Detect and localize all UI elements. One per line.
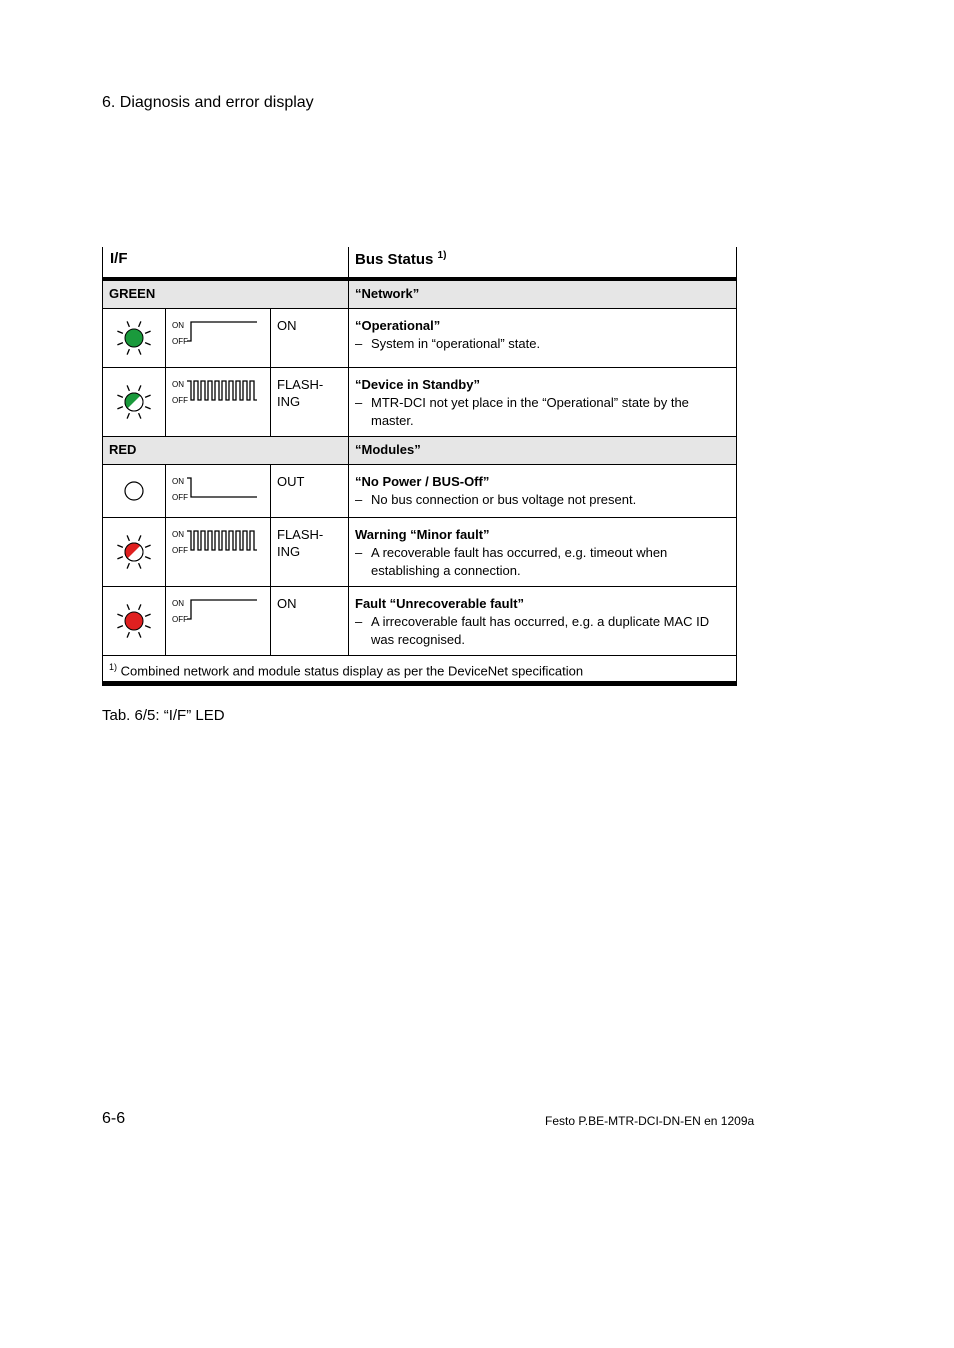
- signal-waveform-icon: [171, 319, 266, 347]
- signal-off-label: OFF: [172, 493, 188, 502]
- signal-waveform-icon: [171, 597, 266, 625]
- status-detail: [355, 394, 730, 430]
- group-status-label: “Network”: [349, 281, 737, 308]
- led-state: ON: [271, 587, 349, 655]
- led-status-table: [102, 247, 737, 686]
- signal-cell: [166, 368, 271, 436]
- status-description: [349, 518, 737, 586]
- signal-on-label: ON: [172, 530, 184, 539]
- footnote-mark: 1): [109, 662, 118, 672]
- led-green-on-icon: [114, 318, 154, 358]
- led-cell: [102, 518, 166, 586]
- led-state: FLASH- ING: [271, 368, 349, 436]
- status-description: [349, 587, 737, 655]
- signal-off-label: OFF: [172, 615, 188, 624]
- col-header-if: I/F: [102, 247, 349, 277]
- dash-bullet: –: [355, 545, 363, 560]
- table-header-row: [102, 247, 737, 281]
- led-green-flashing-icon: [114, 382, 154, 422]
- status-title: “Device in Standby”: [355, 377, 480, 392]
- signal-on-label: ON: [172, 599, 184, 608]
- table-body: [102, 281, 737, 656]
- status-detail: [355, 544, 730, 580]
- status-description: [349, 309, 737, 367]
- signal-waveform-icon: [171, 475, 266, 503]
- group-row: [102, 281, 737, 309]
- table-row: [102, 518, 737, 587]
- page-number: 6-6: [102, 1110, 126, 1127]
- dash-bullet: –: [355, 614, 363, 629]
- group-led-color: GREEN: [102, 281, 349, 308]
- led-red-on-icon: [114, 601, 154, 641]
- signal-waveform-icon: [171, 528, 266, 556]
- table-row: [102, 368, 737, 437]
- table-row: [102, 587, 737, 656]
- group-row: [102, 437, 737, 465]
- signal-waveform-icon: [171, 378, 266, 406]
- status-detail-text: A recoverable fault has occurred, e.g. timeout when establishing a connection.: [371, 545, 668, 578]
- status-title: Warning “Minor fault”: [355, 527, 490, 542]
- table-footnote: [102, 656, 737, 686]
- signal-cell: [166, 518, 271, 586]
- table-caption: Tab. 6/5: “I/F” LED: [102, 707, 225, 724]
- status-detail-text: No bus connection or bus voltage not present.: [371, 492, 637, 507]
- table-row: [102, 465, 737, 518]
- led-cell: [102, 309, 166, 367]
- led-state: FLASH- ING: [271, 518, 349, 586]
- signal-cell: [166, 309, 271, 367]
- led-red-flashing-icon: [114, 532, 154, 572]
- status-title: “Operational”: [355, 318, 441, 333]
- footnote-ref: 1): [437, 250, 447, 261]
- led-off-icon: [114, 471, 154, 511]
- signal-cell: [166, 465, 271, 517]
- signal-off-label: OFF: [172, 396, 188, 405]
- status-detail-text: System in “operational” state.: [371, 336, 541, 351]
- group-status-label: “Modules”: [349, 437, 737, 464]
- signal-on-label: ON: [172, 477, 184, 486]
- dash-bullet: –: [355, 336, 363, 351]
- signal-off-label: OFF: [172, 546, 188, 555]
- signal-on-label: ON: [172, 321, 184, 330]
- status-description: [349, 368, 737, 436]
- status-detail-text: A irrecoverable fault has occurred, e.g. a duplicate MAC ID was recognised.: [371, 614, 710, 647]
- signal-on-label: ON: [172, 380, 184, 389]
- status-description: [349, 465, 737, 517]
- led-cell: [102, 587, 166, 655]
- col-header-bus-status: [349, 247, 737, 277]
- document-reference: Festo P.BE-MTR-DCI-DN-EN en 1209a: [545, 1114, 755, 1128]
- group-led-color: RED: [102, 437, 349, 464]
- status-detail: [355, 613, 730, 649]
- dash-bullet: –: [355, 492, 363, 507]
- footnote-text: Combined network and module status display as per the DeviceNet specification: [120, 663, 584, 679]
- led-cell: [102, 465, 166, 517]
- status-detail: [355, 491, 730, 509]
- chapter-title: 6. Diagnosis and error display: [102, 94, 314, 111]
- status-title: “No Power / BUS-Off”: [355, 474, 490, 489]
- led-state: OUT: [271, 465, 349, 517]
- led-cell: [102, 368, 166, 436]
- bus-status-label: Bus Status: [355, 251, 434, 268]
- signal-off-label: OFF: [172, 337, 188, 346]
- status-title: Fault “Unrecoverable fault”: [355, 596, 525, 611]
- dash-bullet: –: [355, 395, 363, 410]
- signal-cell: [166, 587, 271, 655]
- status-detail-text: MTR-DCI not yet place in the “Operational” state by the master.: [371, 395, 689, 428]
- led-state: ON: [271, 309, 349, 367]
- status-detail: [355, 335, 730, 353]
- table-row: [102, 309, 737, 368]
